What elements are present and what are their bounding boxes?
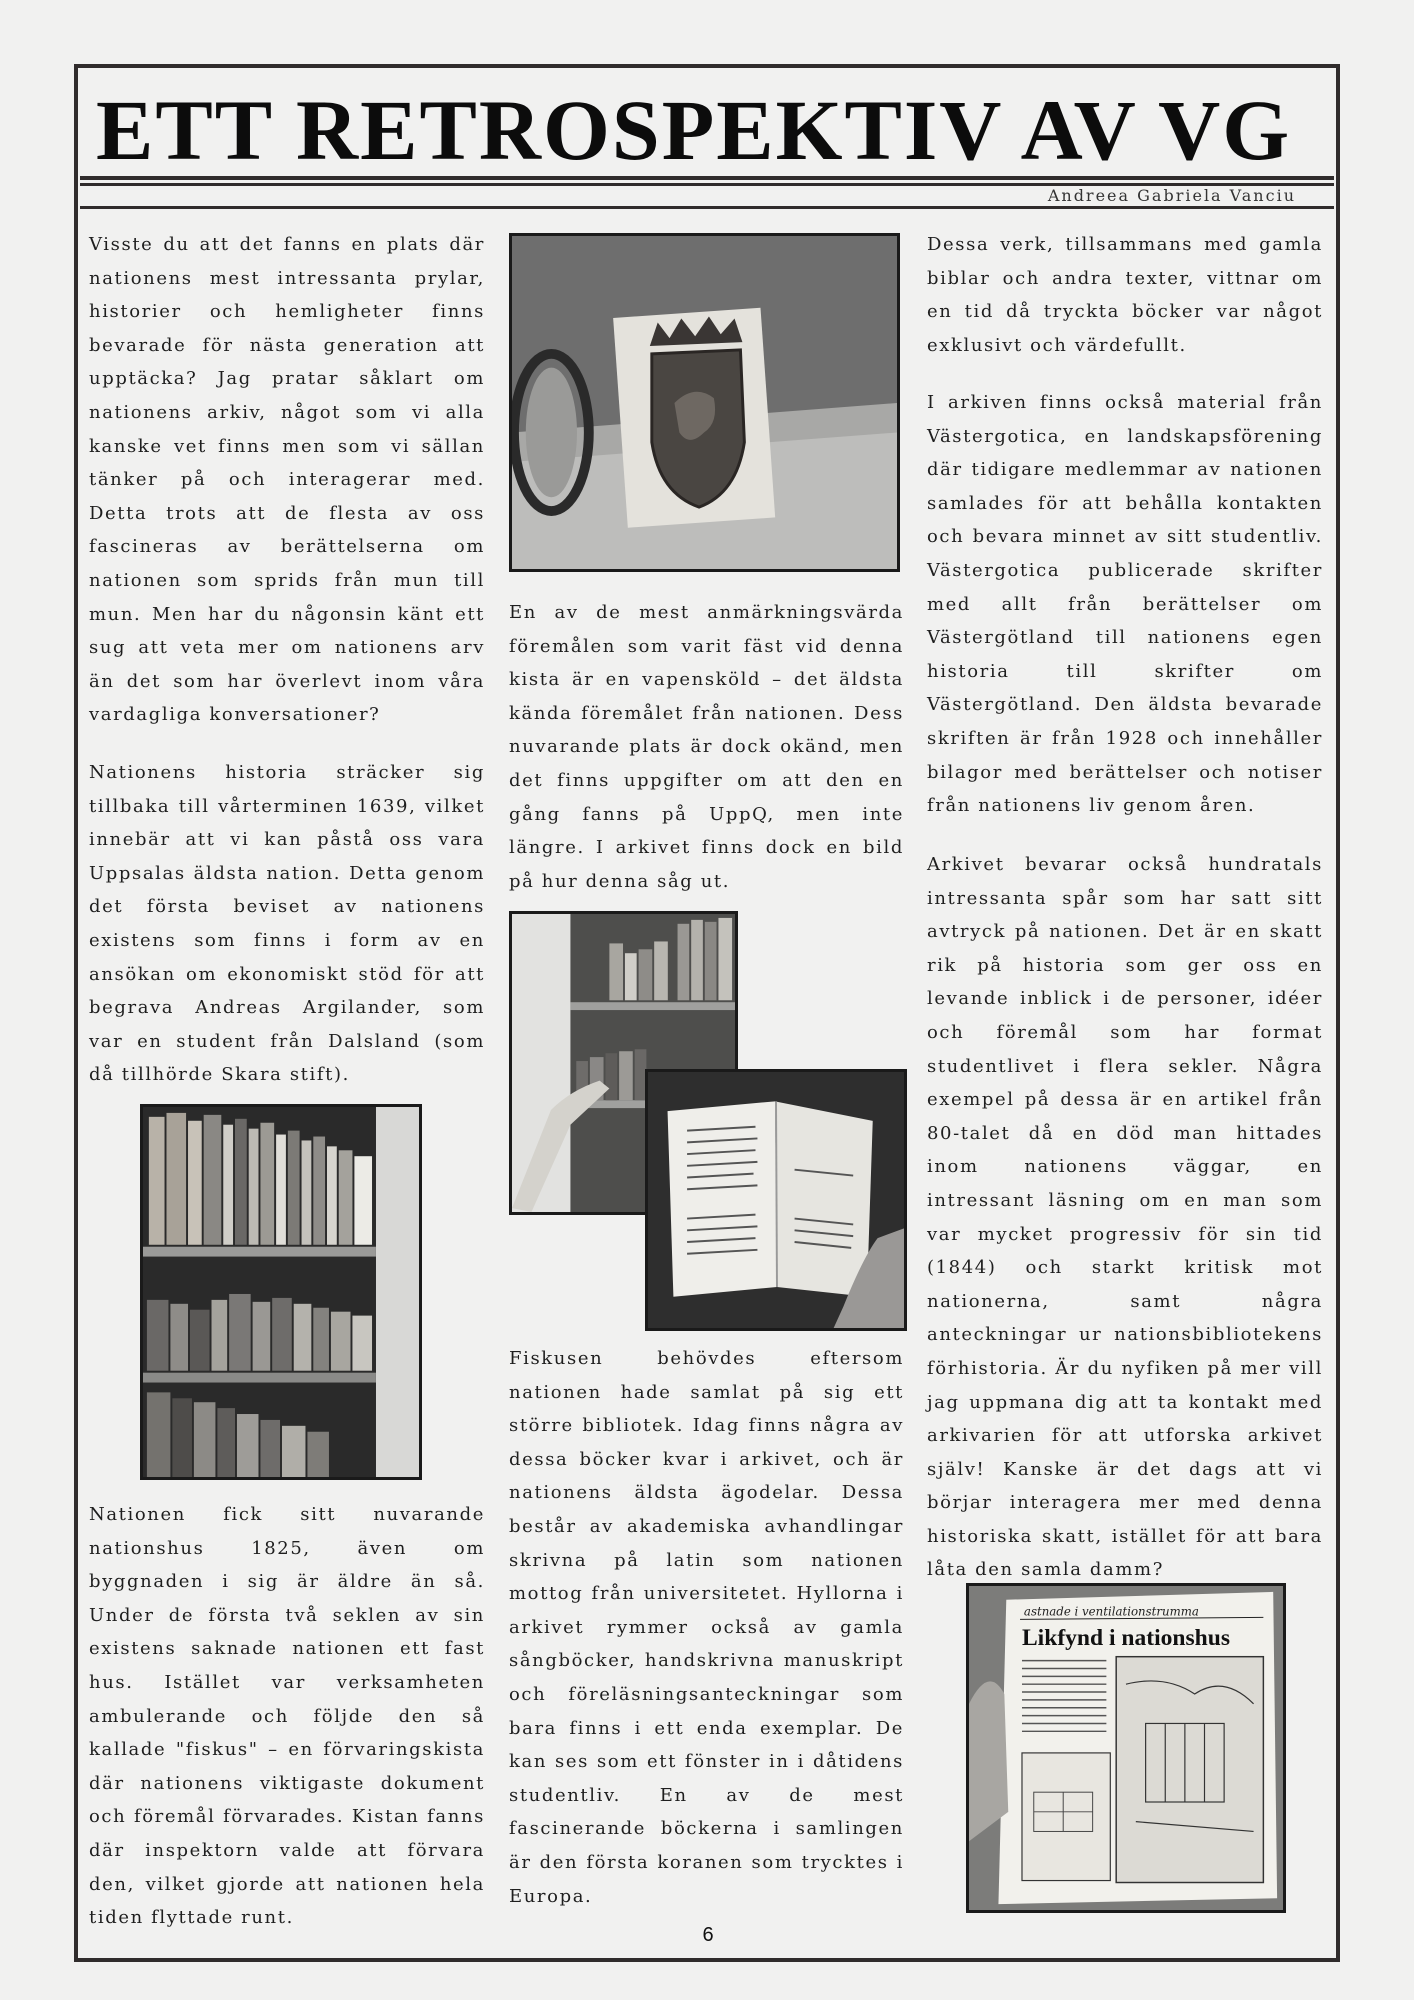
paragraph: Arkivet bevarar också hundratals intressanta spår som har satt sitt avtryck på nationen. Det är en skatt rik på historia som ger oss en levande inblick i de personer, idéer och föremål som har format studentlivet i flera sekler. Några exempel på dessa är en artikel från 80-talet då en död man hittades inom nationens väggar, en intressant läsning om en man som var mycket progressiv för sin tid (1844) och starkt kritisk mot nationerna, samt några anteckningar ur nationsbibliotekens förhistoria. Är du nyfiken på mer vill jag uppmana dig att ta kontakt med arkivarien för att utforska arkivet själv! Kanske är det dags att vi börjar interagera mer med denna historiska skatt, istället för att bara låta den samla damm? — [927, 854, 1323, 1581]
paragraph: Fiskusen behövdes eftersom nationen hade samlat på sig ett större bibliotek. Idag finns några av dessa böcker kvar i arkivet, och är nationens äldsta ägodelar. Dessa består av akademiska avhandlingar skrivna på latin som nationen mottog från universitetet. Hyllorna i arkivet rymmer också av gamla sångböcker, handskrivna manuskript och föreläsningsanteckningar som bara finns i ett enda exemplar. De kan ses som ett fönster in i dåtidens studentliv. En av de mest fascinerande böckerna i samlingen är den första koranen som trycktes i Europa. — [509, 1348, 904, 1907]
paragraph: Nationen fick sitt nuvarande nationshus 1825, även om byggnaden i sig är äldre än så. Under de första två seklen av sin existens saknade nationen ett fast hus. Istället var verksamheten ambulerande och följde den så kallade "fiskus" – en förvaringskista där nationens viktigaste dokument och föremål förvarades. Kistan fanns där inspektorn valde att förvara den, vilket gjorde att nationen hela tiden flyttade runt. — [89, 1504, 485, 1929]
paragraph: Visste du att det fanns en plats där nationens mest intressanta prylar, historier och hemligheter finns bevarade för nästa generation att upptäcka? Jag pratar såklart om nationens arkiv, något som vi alla kanske vet finns men som vi sällan tänker på och interagerar med. Detta trots att de flesta av oss fascineras av berättelserna om nationen som sprids från mun till mun. Men har du någonsin känt ett sug att veta mer om nationens arv än det som har överlevt inom våra vardagliga konversationer? — [89, 234, 485, 726]
coat-of-arms-photo — [509, 233, 900, 572]
paragraph: Dessa verk, tillsammans med gamla biblar och andra texter, vittnar om en tid då tryckta böcker var något exklusivt och värdefullt. — [927, 234, 1323, 356]
clipping-headline: Likfynd i nationshus — [1021, 1624, 1231, 1651]
paragraph: I arkiven finns också material från Västergotica, en landskapsförening där tidigare medlemmar av nationen samlades för att behålla kontakten och bevara minnet av sitt studentliv. Västergotica publicerade skrifter med allt från berättelser om Västergötland till nationens egen historia till skrifter om Västergötland. Den äldsta bevarade skriften är från 1928 och innehåller bilagor med berättelser och notiser från nationens liv genom åren. — [927, 392, 1323, 817]
page-number: 6 — [702, 1924, 714, 1946]
author-byline: Andreea Gabriela Vanciu — [1047, 186, 1296, 205]
divider-bottom — [80, 206, 1334, 209]
clipping-kicker: astnade i ventilationstrumma — [1023, 1604, 1199, 1619]
page-title: ETT RETROSPEKTIV AV VG — [96, 82, 1292, 178]
bookshelf-photo — [140, 1104, 422, 1480]
open-book-photo — [645, 1069, 907, 1331]
paragraph: En av de mest anmärkningsvärda föremålen som varit fäst vid denna kista är en vapensköld – det äldsta kända föremålet från nationen. Dess nuvarande plats är dock okänd, men det finns uppgifter om att den en gång fanns på UppQ, men inte längre. I arkivet finns dock en bild på hur denna såg ut. — [509, 602, 904, 892]
paragraph: Nationens historia sträcker sig tillbaka till vårterminen 1639, vilket innebär att vi kan påstå oss vara Uppsalas äldsta nation. Detta genom det första beviset av nationens existens som finns i form av en ansökan om ekonomiskt stöd för att begrava Andreas Argilander, som var en student från Dalsland (som då tillhörde Skara stift). — [89, 762, 485, 1086]
newspaper-clipping-photo — [966, 1583, 1286, 1913]
